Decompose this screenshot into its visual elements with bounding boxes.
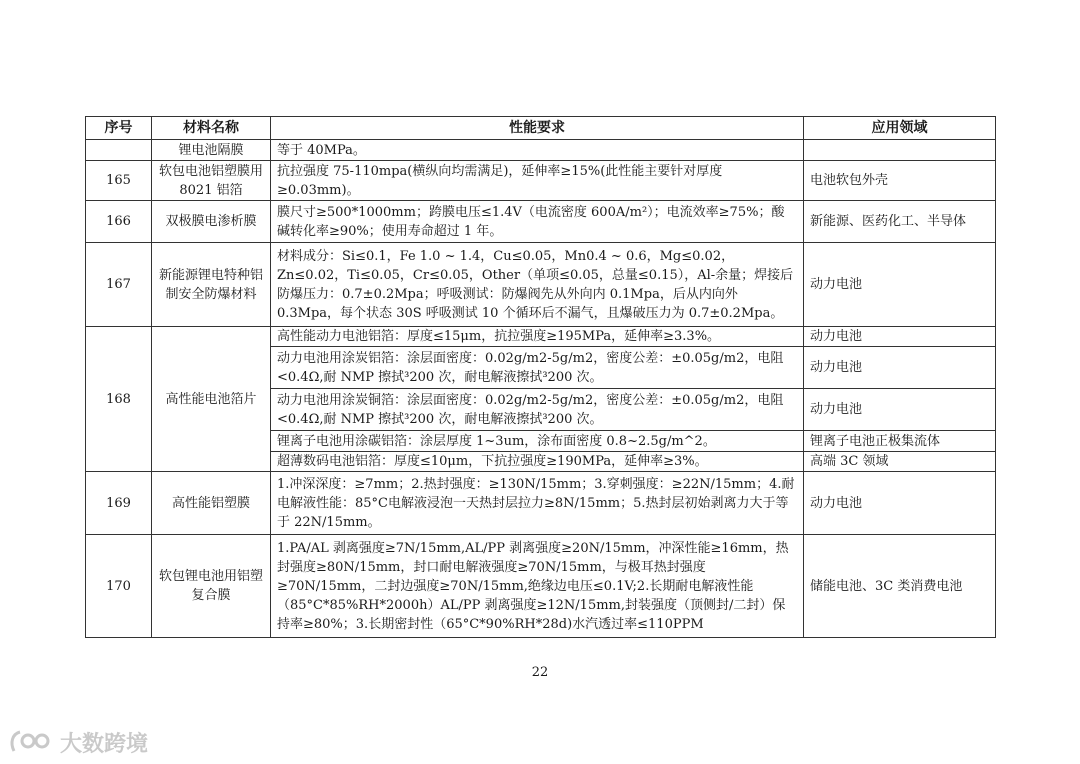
row-requirements: 动力电池用涂炭铝箔：涂层面密度：0.02g/m2-5g/m2，密度公差：±0.05g/m2，电阻<0.4Ω,耐 NMP 擦拭³200 次，耐电解液擦拭³200 次。 xyxy=(271,347,804,389)
row-material-name: 高性能铝塑膜 xyxy=(152,472,271,535)
row-requirements: 抗拉强度 75-110mpa(横纵向均需满足)，延伸率≥15%(此性能主要针对厚度≥0.03mm)。 xyxy=(271,161,804,201)
row-application xyxy=(804,140,996,161)
row-application: 新能源、医药化工、半导体 xyxy=(804,201,996,243)
row-material-name: 新能源锂电特种铝制安全防爆材料 xyxy=(152,243,271,327)
table-header-row xyxy=(86,117,996,140)
table-row xyxy=(86,327,996,347)
row-material-name: 锂电池隔膜 xyxy=(152,140,271,161)
spec-table xyxy=(85,116,996,638)
row-requirements: 1.PA/AL 剥离强度≥7N/15mm,AL/PP 剥离强度≥20N/15mm，冲深性能≥16mm，热封强度≥80N/15mm，封口耐电解液强度≥70N/15mm，与极耳热封强度≥70N/15mm，二封边强度≥70N/15mm,绝缘边电压≤0.1V;2.长期耐电解液性能（85°C*85%RH*2000h）AL/PP 剥离强度≥12N/15mm,封装强度（顶侧封/二封）保持率≥80%；3.长期密封性（65°C*90%RH*28d)水汽透过率≤110PPM xyxy=(271,535,804,638)
row-application: 动力电池 xyxy=(804,327,996,347)
table-row xyxy=(86,472,996,535)
row-application: 动力电池 xyxy=(804,243,996,327)
row-material-name: 软包锂电池用铝塑复合膜 xyxy=(152,535,271,638)
row-application: 高端 3C 领域 xyxy=(804,452,996,472)
row-seq: 169 xyxy=(86,472,152,535)
row-material-name: 软包电池铝塑膜用 8021 铝箔 xyxy=(152,161,271,201)
row-requirements: 高性能动力电池铝箔：厚度≤15μm，抗拉强度≥195MPa，延伸率≥3.3%。 xyxy=(271,327,804,347)
row-material-name: 双极膜电渗析膜 xyxy=(152,201,271,243)
header-requirements: 性能要求 xyxy=(271,117,804,140)
row-seq: 170 xyxy=(86,535,152,638)
table-row xyxy=(86,535,996,638)
row-application: 锂离子电池正极集流体 xyxy=(804,431,996,452)
table-row xyxy=(86,201,996,243)
row-requirements: 超薄数码电池铝箔：厚度≤10μm，下抗拉强度≥190MPa，延伸率≥3%。 xyxy=(271,452,804,472)
row-requirements: 锂离子电池用涂碳铝箔：涂层厚度 1~3um，涂布面密度 0.8~2.5g/m^2。 xyxy=(271,431,804,452)
row-seq: 167 xyxy=(86,243,152,327)
header-material-name: 材料名称 xyxy=(152,117,271,140)
row-application: 电池软包外壳 xyxy=(804,161,996,201)
row-application: 动力电池 xyxy=(804,347,996,389)
row-seq xyxy=(86,140,152,161)
row-requirements: 等于 40MPa。 xyxy=(271,140,804,161)
row-seq: 166 xyxy=(86,201,152,243)
row-seq: 165 xyxy=(86,161,152,201)
watermark-logo-icon xyxy=(8,727,54,757)
row-material-name: 高性能电池箔片 xyxy=(152,327,271,472)
watermark-text: 大数跨境 xyxy=(60,731,149,757)
row-application: 动力电池 xyxy=(804,472,996,535)
table-row xyxy=(86,243,996,327)
row-application: 动力电池 xyxy=(804,389,996,431)
row-requirements: 材料成分：Si≤0.1，Fe 1.0 ~ 1.4，Cu≤0.05，Mn0.4 ~ 0.6，Mg≤0.02，Zn≤0.02，Ti≤0.05，Cr≤0.05，Other（单项≤0.05，总量≤0.15），Al-余量；焊接后防爆压力：0.7±0.2Mpa；呼吸测试：防爆阀先从外向内 0.1Mpa，后从内向外 0.3Mpa，每个状态 30S 呼吸测试 10 个循环后不漏气，且爆破压力为 0.7±0.2Mpa。 xyxy=(271,243,804,327)
page-number: 22 xyxy=(531,665,549,680)
watermark xyxy=(8,725,148,759)
row-application: 储能电池、3C 类消费电池 xyxy=(804,535,996,638)
row-requirements: 膜尺寸≥500*1000mm；跨膜电压≤1.4V（电流密度 600A/m²）；电流效率≥75%；酸碱转化率≥90%；使用寿命超过 1 年。 xyxy=(271,201,804,243)
table-row xyxy=(86,161,996,201)
row-requirements: 动力电池用涂炭铜箔：涂层面密度：0.02g/m2-5g/m2，密度公差：±0.05g/m2，电阻<0.4Ω,耐 NMP 擦拭³200 次，耐电解液擦拭³200 次。 xyxy=(271,389,804,431)
header-application: 应用领域 xyxy=(804,117,996,140)
table-row xyxy=(86,140,996,161)
row-requirements: 1.冲深深度：≥7mm；2.热封强度：≥130N/15mm；3.穿刺强度：≥22N/15mm；4.耐电解液性能：85°C电解液浸泡一天热封层拉力≥8N/15mm；5.热封层初始剥离力大于等于 22N/15mm。 xyxy=(271,472,804,535)
row-seq: 168 xyxy=(86,327,152,472)
header-seq: 序号 xyxy=(86,117,152,140)
